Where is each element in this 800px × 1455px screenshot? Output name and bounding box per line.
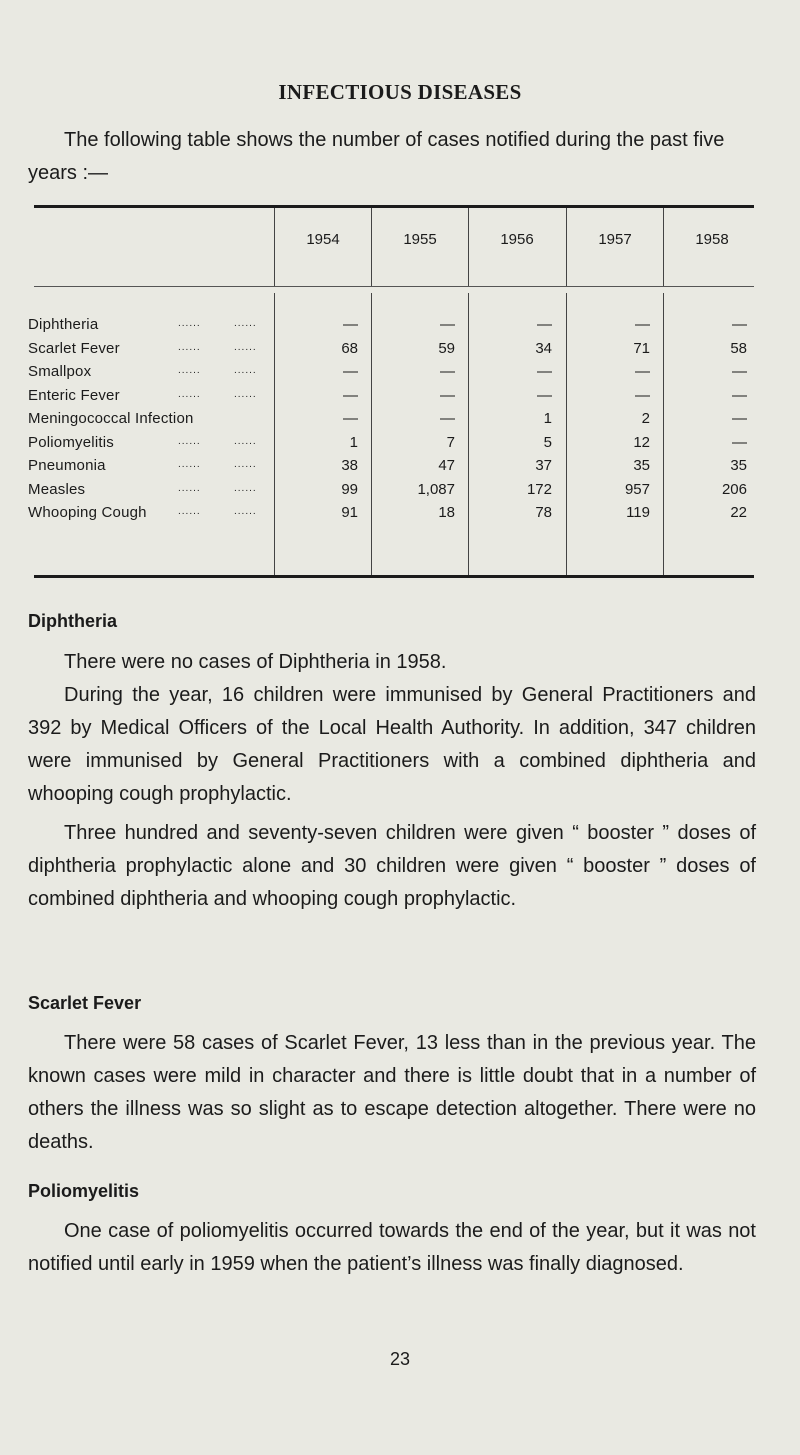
heading-diphtheria: Diphtheria <box>28 611 118 631</box>
table-cell: 38 <box>341 457 358 474</box>
leader-dots: ...... <box>178 482 201 494</box>
row-label <box>28 410 272 427</box>
table-cell: 47 <box>438 457 455 474</box>
row-label-text: Diphtheria <box>28 316 99 333</box>
table-cell: 35 <box>730 457 747 474</box>
table-cell: 35 <box>633 457 650 474</box>
row-label-text: Scarlet Fever <box>28 339 120 357</box>
table-bottom-rule <box>34 575 754 578</box>
scarlet-fever-paragraph: There were 58 cases of Scarlet Fever, 13 less than in the previous year. The known cases were mild in character and there is little doubt that in a number of others the illness was so slight as to escape detection altogether. There were no deaths. <box>28 1032 756 1153</box>
table-cell: 7 <box>446 433 455 451</box>
table-cell: — <box>732 386 747 404</box>
table-cell: 2 <box>641 410 650 427</box>
table-cell: 5 <box>543 433 552 451</box>
row-label-text: Poliomyelitis <box>28 433 114 451</box>
table-header-rule <box>34 286 754 287</box>
poliomyelitis-section <box>28 1215 756 1281</box>
table-cell: — <box>343 386 358 404</box>
table-cell: 37 <box>535 457 552 474</box>
table-cell: — <box>732 410 747 427</box>
intro-paragraph: The following table shows the number of cases notified during the past five years :— <box>28 129 725 184</box>
table-cell: 91 <box>341 504 358 521</box>
table-cell: — <box>732 316 747 333</box>
leader-dots: ...... <box>234 506 257 517</box>
leader-dots: ...... <box>234 341 257 353</box>
leader-dots: ...... <box>178 341 201 353</box>
table-cell: — <box>537 316 552 333</box>
table-cell: 99 <box>341 480 358 498</box>
table-cell: 1 <box>543 410 552 427</box>
row-label-text: Whooping Cough <box>28 504 147 521</box>
year-header: 1955 <box>403 231 437 248</box>
leader-dots: ...... <box>234 318 257 329</box>
table-cell: — <box>635 363 650 380</box>
table-cell: 68 <box>341 339 358 357</box>
row-label-text: Measles <box>28 480 86 498</box>
diphtheria-paragraph-2: During the year, 16 children were immunised by General Practitioners and 392 by Medical Officers of the Local Health Authority. In addition, 347 children were immunised by General Practitioners with a combined diphtheria and whooping cough prophylactic. <box>28 684 756 805</box>
diphtheria-paragraph-3: Three hundred and seventy-seven children were given “ booster ” doses of diphtheria prophylactic alone and 30 children were given “ booster ” doses of combined diphtheria and whooping cough prophylactic. <box>28 822 756 910</box>
leader-dots: ...... <box>234 482 257 494</box>
year-header: 1958 <box>695 231 729 248</box>
table-cell: 78 <box>535 504 552 521</box>
poliomyelitis-paragraph: One case of poliomyelitis occurred towards the end of the year, but it was not notified until early in 1959 when the patient’s illness was finally diagnosed. <box>28 1220 756 1275</box>
diphtheria-section <box>28 646 756 916</box>
table-cell: 34 <box>535 339 552 357</box>
table-cell: — <box>440 410 455 427</box>
table-cell: — <box>537 386 552 404</box>
table-cell: — <box>635 316 650 333</box>
table-cell: — <box>343 316 358 333</box>
table-cell: — <box>343 363 358 380</box>
leader-dots: ...... <box>178 435 201 447</box>
cases-table <box>28 203 754 579</box>
table-cell: — <box>537 363 552 380</box>
table-cell: — <box>440 363 455 380</box>
leader-dots: ...... <box>178 459 201 470</box>
leader-dots: ...... <box>178 318 201 329</box>
table-cell: 119 <box>626 504 650 521</box>
table-cell: 957 <box>624 480 650 498</box>
table-cell: 59 <box>438 339 455 357</box>
leader-dots: ...... <box>234 459 257 470</box>
table-cell: 172 <box>526 480 552 498</box>
leader-dots: ...... <box>178 388 201 400</box>
table-cell: 58 <box>730 339 747 357</box>
table-cell: — <box>635 386 650 404</box>
table-cell: 71 <box>633 339 650 357</box>
table-cell: 206 <box>721 480 747 498</box>
table-cell: 12 <box>633 433 650 451</box>
table-top-rule <box>34 205 754 208</box>
heading-scarlet-fever: Scarlet Fever <box>28 993 142 1013</box>
leader-dots: ...... <box>178 506 201 517</box>
scarlet-fever-section <box>28 1027 756 1159</box>
year-header: 1957 <box>598 231 632 248</box>
table-cell: 18 <box>438 504 455 521</box>
leader-dots: ...... <box>234 435 257 447</box>
table-cell: — <box>440 386 455 404</box>
year-header: 1956 <box>500 231 534 248</box>
page-title: INFECTIOUS DISEASES <box>278 80 522 104</box>
heading-poliomyelitis: Poliomyelitis <box>28 1181 140 1201</box>
row-label-text: Pneumonia <box>28 457 106 474</box>
year-header: 1954 <box>306 231 340 248</box>
page-number: 23 <box>389 1349 411 1369</box>
leader-dots: ...... <box>234 388 257 400</box>
table-cell: — <box>343 410 358 427</box>
table-cell: — <box>732 433 747 451</box>
diphtheria-paragraph-1: There were no cases of Diphtheria in 1958. <box>64 651 447 673</box>
table-cell: — <box>732 363 747 380</box>
table-cell: 22 <box>730 504 747 521</box>
table-cell: — <box>440 316 455 333</box>
table-cell: 1 <box>349 433 358 451</box>
row-label-text: Smallpox <box>28 363 92 380</box>
table-cell: 1,087 <box>417 480 455 498</box>
row-label-text: Meningococcal Infection <box>28 410 194 427</box>
row-label-text: Enteric Fever <box>28 386 120 404</box>
leader-dots: ...... <box>178 365 201 376</box>
leader-dots: ...... <box>234 365 257 376</box>
